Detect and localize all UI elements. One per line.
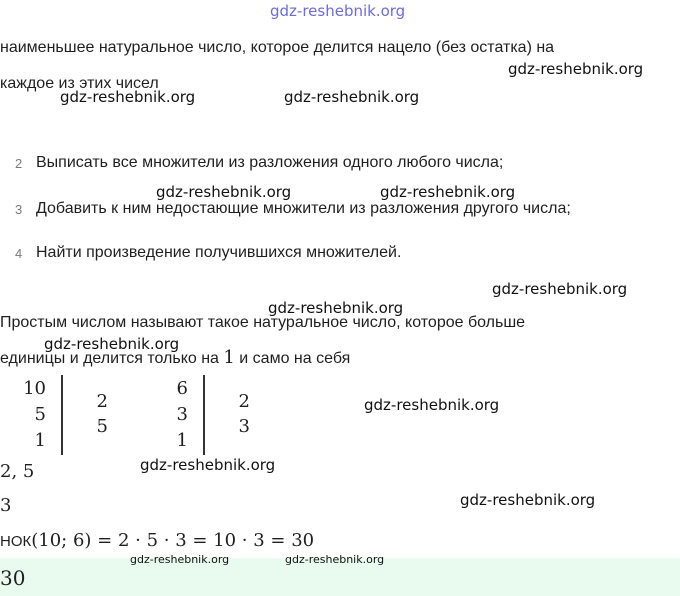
watermark: gdz-reshebnik.org bbox=[285, 553, 385, 566]
watermark: gdz-reshebnik.org bbox=[508, 60, 644, 78]
definition-line-1: наименьшее натуральное число, которое делится нацело (без остатка) на bbox=[0, 39, 555, 56]
watermark: gdz-reshebnik.org bbox=[130, 553, 230, 566]
step-text: Добавить к ним недостающие множители из разложения другого числа; bbox=[36, 200, 571, 217]
dividend: 3 bbox=[176, 404, 188, 425]
dividend: 1 bbox=[34, 430, 46, 451]
prime-factor: 3 bbox=[238, 416, 250, 437]
watermark: gdz-reshebnik.org bbox=[268, 299, 404, 317]
divider-line bbox=[61, 375, 63, 455]
step-text: Найти произведение получившихся множителей. bbox=[36, 244, 402, 261]
watermark: gdz-reshebnik.org bbox=[156, 183, 292, 201]
prime-definition-line-2: единицы и делится только на 1 и само на себя bbox=[0, 347, 351, 368]
dividend: 6 bbox=[176, 378, 188, 399]
watermark: gdz-reshebnik.org bbox=[284, 88, 420, 106]
factors-from-6: 3 bbox=[0, 495, 12, 516]
dividend: 1 bbox=[176, 430, 188, 451]
lcm-equation: НОК(10; 6) = 2 · 5 · 3 = 10 · 3 = 30 bbox=[0, 530, 315, 551]
watermark: gdz-reshebnik.org bbox=[60, 88, 196, 106]
watermark: gdz-reshebnik.org bbox=[460, 491, 596, 509]
step-text: Выписать все множители из разложения одного любого числа; bbox=[36, 154, 504, 171]
watermark: gdz-reshebnik.org bbox=[140, 456, 276, 474]
factors-from-10: 2, 5 bbox=[0, 461, 35, 482]
watermark-top: gdz-reshebnik.org bbox=[270, 2, 406, 20]
prime-factor: 2 bbox=[96, 391, 108, 412]
step-number: 4 bbox=[15, 246, 23, 261]
watermark: gdz-reshebnik.org bbox=[492, 280, 628, 298]
prime-factor: 2 bbox=[238, 391, 250, 412]
divider-line bbox=[203, 375, 205, 455]
prime-factor: 5 bbox=[96, 416, 108, 437]
prime-definition-line-1: Простым числом называют такое натуральное число, которое больше bbox=[0, 314, 526, 331]
step-number: 3 bbox=[15, 202, 23, 217]
watermark: gdz-reshebnik.org bbox=[364, 396, 500, 414]
watermark: gdz-reshebnik.org bbox=[44, 335, 180, 353]
dividend: 10 bbox=[23, 378, 46, 399]
answer-value: 30 bbox=[0, 566, 26, 590]
definition-line-2: каждое из этих чисел bbox=[0, 75, 159, 92]
dividend: 5 bbox=[34, 404, 46, 425]
watermark: gdz-reshebnik.org bbox=[380, 183, 516, 201]
step-number: 2 bbox=[15, 156, 23, 171]
